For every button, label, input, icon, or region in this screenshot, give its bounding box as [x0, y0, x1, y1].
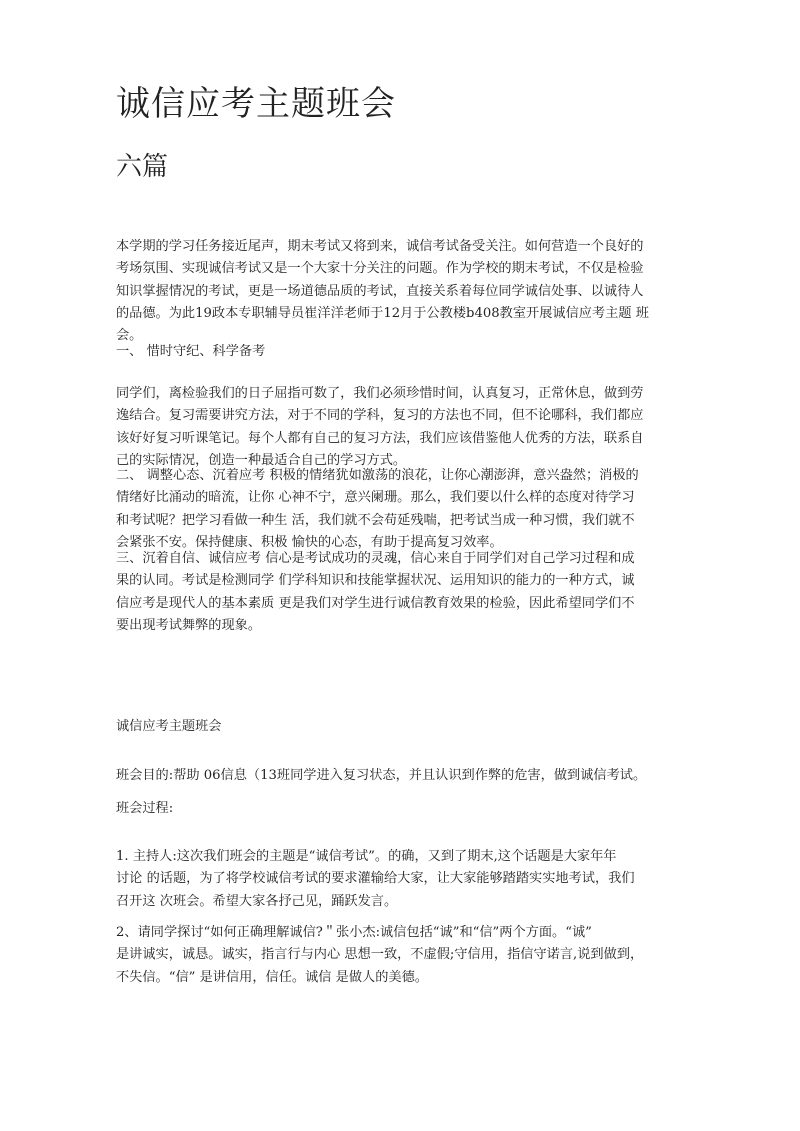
text-line: 班会目的:帮助 06信息（13班同学进入复习状态，并且认识到作弊的危害，做到诚信考试。 [116, 768, 647, 783]
part2-title [116, 716, 691, 738]
text-line: 的品德。为此19政本专职辅导员崔洋洋老师于12月于公教楼b408教室开展诚信应考主题 班 [116, 305, 649, 321]
text-line: 该好好复习听课笔记。每个人都有自己的复习方法，我们应该借鉴他人优秀的方法，联系自 [116, 430, 644, 446]
text-line: 一、 惜时守纪、科学备考 [116, 344, 266, 359]
text-line: 本学期的学习任务接近尾声，期末考试又将到来，诚信考试备受关注。如何营造一个良好的 [116, 239, 644, 254]
text-line: 班会过程: [116, 801, 174, 816]
text-line: 讨论 的话题，为了将学校诚信考试的要求灌输给大家，让大家能够踏踏实实地考试，我们 [116, 871, 635, 887]
text-line: 1. 主持人:这次我们班会的主题是“诚信考试”。的确，又到了期末,这个话题是大家年年 [116, 849, 617, 864]
text-line: 己的实际情况，创造一种最适合自己的学习方式。 [116, 452, 407, 468]
text-line: 同学们，离检验我们的日子屈指可数了，我们必须珍惜时间，认真复习，正常休息，做到劳 [116, 386, 644, 401]
process-item-1 [116, 846, 691, 913]
text-line: 情绪好比涌动的暗流，让你 心神不宁，意兴阑珊。那么，我们要以什么样的态度对待学习 [116, 490, 635, 506]
process-item-2 [116, 922, 691, 989]
part2-process-label [116, 798, 691, 820]
text-line: 2、请同学探讨“如何正确理解诚信?＂张小杰:诚信包括“诚”和“信”两个方面。“诚” [116, 925, 592, 940]
text-line: 考场氛围、实现诚信考试又是一个大家十分关注的问题。作为学校的期末考试，不仅是检验 [116, 261, 644, 277]
text-line: 知识掌握情况的考试，更是一场道德品质的考试，直接关系着每位同学诚信处事、以诚待人 [116, 283, 644, 299]
document-title: 诚信应考主题班会 [116, 84, 396, 124]
section1-heading [116, 341, 691, 363]
section3-paragraph [116, 548, 691, 637]
section1-paragraph [116, 383, 691, 472]
text-line: 是讲诚实，诚恳。诚实，指言行与内心 思想一致，不虚假;守信用，指信守诺言,说到做到， [116, 947, 644, 963]
text-line: 诚信应考主题班会 [116, 719, 222, 734]
text-line: 二、 调整心态、沉着应考 积极的情绪犹如激荡的浪花，让你心潮澎湃，意兴盎然；消极的 [116, 468, 639, 483]
document-subtitle: 六篇 [116, 152, 169, 182]
part2-purpose [116, 765, 691, 787]
text-line: 信应考是现代人的基本素质 更是我们对学生进行诚信教育效果的检验，因此希望同学们不 [116, 595, 635, 611]
text-line: 召开这 次班会。希望大家各抒己见，踊跃发言。 [116, 893, 398, 909]
text-line: 逸结合。复习需要讲究方法，对于不同的学科，复习的方法也不同，但不论哪科，我们都应 [116, 408, 644, 424]
text-line: 会。 [116, 328, 143, 344]
text-line: 会紧张不安。保持健康、积极 愉快的心态，有助于提高复习效率。 [116, 534, 503, 550]
text-line: 三、沉着自信、诚信应考 信心是考试成功的灵魂，信心来自于同学们对自己学习过程和成 [116, 551, 635, 566]
intro-paragraph [116, 236, 691, 347]
text-line: 果的认同。考试是检测同学 们学科知识和技能掌握状况、运用知识的能力的一种方式，诚 [116, 573, 635, 589]
text-line: 不失信。“信” 是讲信用，信任。诚信 是做人的美德。 [116, 969, 428, 985]
text-line: 和考试呢？把学习看做一种生 活，我们就不会苟延残喘，把考试当成一种习惯，我们就不 [116, 512, 635, 528]
text-line: 要出现考试舞弊的现象。 [116, 617, 262, 633]
section2-paragraph [116, 465, 691, 554]
